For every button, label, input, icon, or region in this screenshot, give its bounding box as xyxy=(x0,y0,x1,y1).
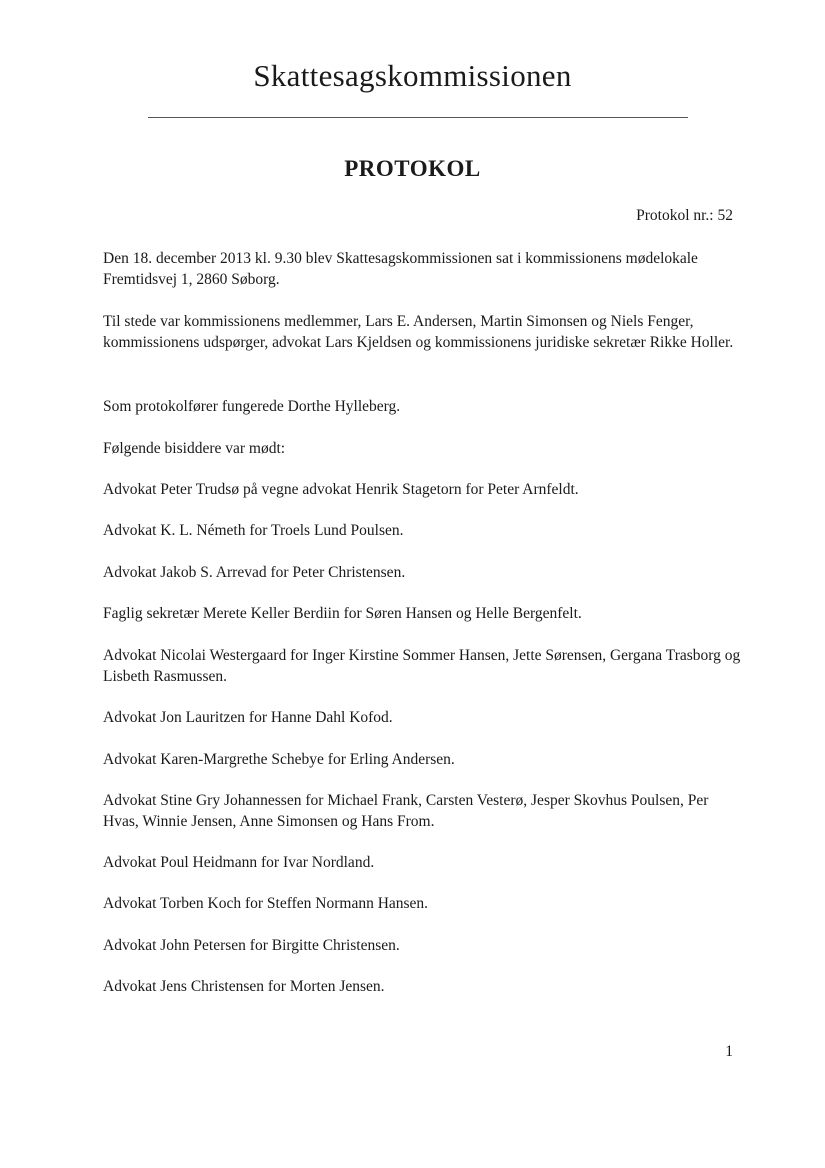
list-item: Advokat Karen-Margrethe Schebye for Erling Andersen. xyxy=(103,751,455,768)
list-item: Advokat Torben Koch for Steffen Normann Hansen. xyxy=(103,895,429,912)
list-item: Advokat Peter Trudsø på vegne advokat Henrik Stagetorn for Peter Arnfeldt. xyxy=(103,481,579,498)
commission-heading: Skattesagskommissionen xyxy=(253,58,572,93)
list-item: Advokat Poul Heidmann for Ivar Nordland. xyxy=(103,854,375,871)
list-item: Advokat Jakob S. Arrevad for Peter Christensen. xyxy=(103,564,406,581)
paragraph-meeting-info: Den 18. december 2013 kl. 9.30 blev Skattesagskommissionen sat i kommissionens mødelokale Fremtidsvej 1, 2860 Søborg. xyxy=(103,250,698,288)
list-item: Faglig sekretær Merete Keller Berdiin for Søren Hansen og Helle Bergenfelt. xyxy=(103,605,582,622)
document-title: PROTOKOL xyxy=(344,156,481,181)
list-item: Advokat Jens Christensen for Morten Jensen. xyxy=(103,978,385,995)
paragraph-assistants-intro: Følgende bisiddere var mødt: xyxy=(103,440,286,457)
list-item: Advokat Stine Gry Johannessen for Michael Frank, Carsten Vesterø, Jesper Skovhus Poulsen, Per Hvas, Winnie Jensen, Anne Simonsen og Hans From. xyxy=(103,792,709,830)
list-item: Advokat John Petersen for Birgitte Christensen. xyxy=(103,937,400,954)
page-number: 1 xyxy=(725,1043,733,1060)
header-divider xyxy=(148,117,688,118)
protocol-number: Protokol nr.: 52 xyxy=(636,207,733,224)
paragraph-minute-taker: Som protokolfører fungerede Dorthe Hylleberg. xyxy=(103,398,401,415)
list-item: Advokat Jon Lauritzen for Hanne Dahl Kofod. xyxy=(103,709,393,726)
list-item: Advokat Nicolai Westergaard for Inger Kirstine Sommer Hansen, Jette Sørensen, Gergana Trasborg og Lisbeth Rasmussen. xyxy=(103,647,741,685)
paragraph-attendees: Til stede var kommissionens medlemmer, Lars E. Andersen, Martin Simonsen og Niels Fenger, kommissionens udspørger, advokat Lars Kjeldsen og kommissionens juridiske sekretær Rikke Holler. xyxy=(103,313,734,351)
list-item: Advokat K. L. Németh for Troels Lund Poulsen. xyxy=(103,522,404,539)
